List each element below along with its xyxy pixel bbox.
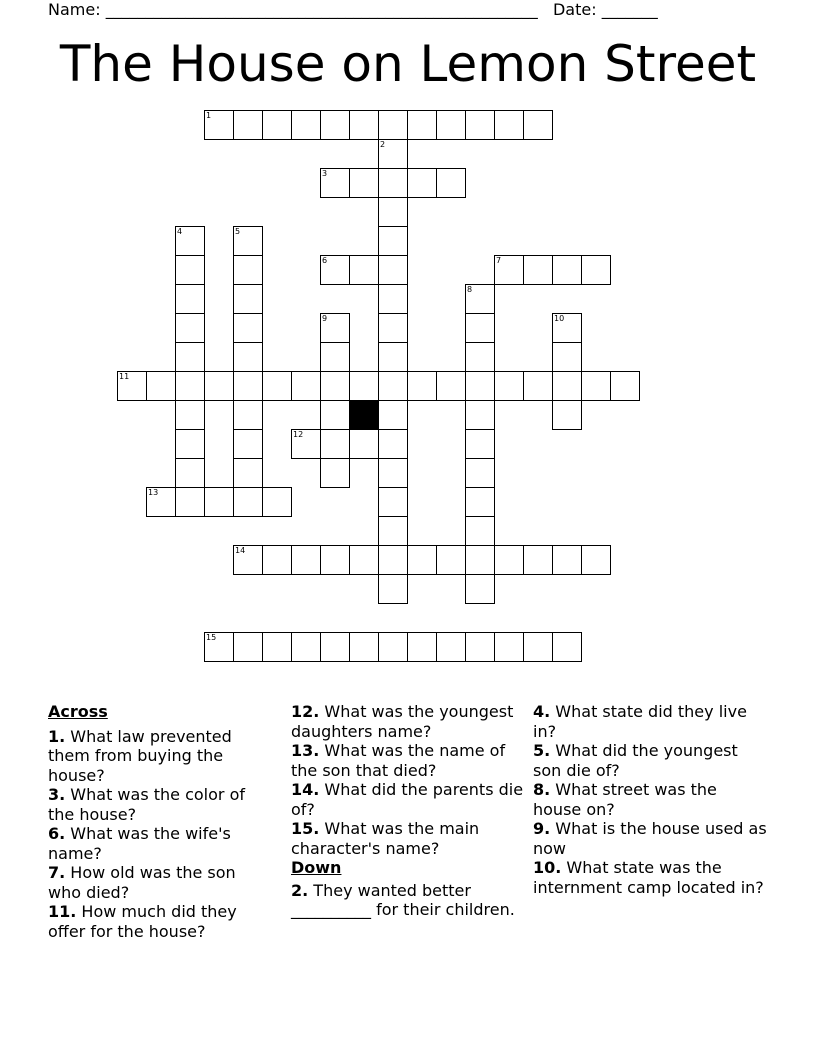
grid-cell[interactable] (552, 632, 582, 662)
cell-number: 2 (380, 140, 386, 149)
name-label: Name: (48, 0, 101, 19)
grid-cell[interactable] (262, 487, 292, 517)
clue-number: 11. (48, 902, 77, 921)
grid-cell[interactable] (465, 487, 495, 517)
clue-number: 12. (291, 702, 320, 721)
grid-cell[interactable] (320, 110, 350, 140)
clues-column-2 (291, 702, 526, 920)
clue-text: What was the name of the son that died? (291, 741, 506, 780)
grid-cell[interactable] (320, 342, 350, 372)
clue-text: What is the house used as now (533, 819, 767, 858)
grid-cell[interactable] (349, 168, 379, 198)
grid-cell[interactable] (552, 342, 582, 372)
grid-cell[interactable] (349, 632, 379, 662)
grid-cell[interactable] (465, 400, 495, 430)
grid-cell[interactable] (465, 574, 495, 604)
grid-cell[interactable] (378, 139, 408, 169)
date-label: Date: (552, 0, 597, 19)
grid-cell[interactable] (465, 371, 495, 401)
grid-cell[interactable] (407, 168, 437, 198)
grid-cell[interactable] (378, 371, 408, 401)
grid-cell[interactable] (378, 255, 408, 285)
page-title: The House on Lemon Street (59, 35, 757, 93)
cell-number: 14 (235, 546, 246, 555)
cell-number: 9 (322, 314, 328, 323)
grid-cell[interactable] (407, 545, 437, 575)
grid-cell[interactable] (552, 313, 582, 343)
clue-item (533, 702, 768, 741)
clue-text: What was the main character's name? (291, 819, 480, 858)
clue-item (48, 863, 273, 902)
grid-cell[interactable] (465, 284, 495, 314)
black-square (349, 400, 379, 430)
grid-cell[interactable] (291, 429, 321, 459)
grid-cell[interactable] (233, 458, 263, 488)
clue-text: What did the youngest son die of? (533, 741, 738, 780)
across-heading: Across (48, 702, 108, 721)
grid-cell[interactable] (523, 255, 553, 285)
grid-cell[interactable] (523, 110, 553, 140)
clue-number: 15. (291, 819, 320, 838)
grid-cell[interactable] (233, 313, 263, 343)
grid-cell[interactable] (581, 371, 611, 401)
grid-cell[interactable] (175, 313, 205, 343)
clue-item (48, 824, 273, 863)
grid-cell[interactable] (233, 429, 263, 459)
grid-cell[interactable] (494, 545, 524, 575)
grid-cell[interactable] (320, 458, 350, 488)
grid-cell[interactable] (233, 226, 263, 256)
grid-cell[interactable] (262, 371, 292, 401)
clue-item (291, 702, 526, 741)
grid-cell[interactable] (436, 371, 466, 401)
grid-cell[interactable] (320, 313, 350, 343)
across-clue-list-cont (291, 702, 526, 858)
clue-item (48, 902, 273, 941)
grid-cell[interactable] (378, 400, 408, 430)
grid-cell[interactable] (233, 255, 263, 285)
grid-cell[interactable] (175, 371, 205, 401)
cell-number: 7 (496, 256, 502, 265)
grid-cell[interactable] (233, 371, 263, 401)
grid-cell[interactable] (146, 371, 176, 401)
grid-cell[interactable] (320, 545, 350, 575)
clue-number: 10. (533, 858, 562, 877)
grid-cell[interactable] (233, 632, 263, 662)
grid-cell[interactable] (175, 487, 205, 517)
grid-cell[interactable] (291, 545, 321, 575)
grid-cell[interactable] (378, 429, 408, 459)
grid-cell[interactable] (233, 487, 263, 517)
clue-text: How much did they offer for the house? (48, 902, 237, 941)
grid-cell[interactable] (436, 168, 466, 198)
clue-item (533, 858, 768, 897)
grid-cell[interactable] (320, 632, 350, 662)
grid-cell[interactable] (494, 632, 524, 662)
clue-number: 7. (48, 863, 66, 882)
down-clue-list (291, 881, 526, 920)
grid-cell[interactable] (494, 110, 524, 140)
grid-cell[interactable] (494, 255, 524, 285)
clue-number: 2. (291, 880, 309, 900)
grid-cell[interactable] (262, 632, 292, 662)
clue-text: What state was the internment camp located in? (533, 858, 764, 897)
grid-cell[interactable] (175, 400, 205, 430)
grid-cell[interactable] (175, 284, 205, 314)
grid-cell[interactable] (436, 545, 466, 575)
grid-cell[interactable] (349, 255, 379, 285)
grid-cell[interactable] (523, 371, 553, 401)
grid-cell[interactable] (233, 284, 263, 314)
cell-number: 13 (148, 488, 159, 497)
clue-item (48, 727, 273, 786)
clue-number: 9. (533, 819, 551, 838)
clue-item (291, 741, 526, 780)
grid-cell[interactable] (320, 400, 350, 430)
clue-item (533, 780, 768, 819)
grid-cell[interactable] (552, 400, 582, 430)
grid-cell[interactable] (465, 516, 495, 546)
grid-cell[interactable] (378, 197, 408, 227)
grid-cell[interactable] (262, 110, 292, 140)
grid-cell[interactable] (465, 313, 495, 343)
grid-cell[interactable] (320, 168, 350, 198)
cell-number: 4 (177, 227, 183, 236)
grid-cell[interactable] (378, 110, 408, 140)
clue-item (533, 819, 768, 858)
grid-cell[interactable] (581, 255, 611, 285)
cell-number: 12 (293, 430, 304, 439)
grid-cell[interactable] (378, 487, 408, 517)
grid-cell[interactable] (378, 516, 408, 546)
cell-number: 3 (322, 169, 328, 178)
down-heading: Down (291, 858, 342, 877)
down-clue-list-cont (533, 702, 768, 897)
grid-cell[interactable] (262, 545, 292, 575)
grid-cell[interactable] (320, 429, 350, 459)
grid-cell[interactable] (291, 371, 321, 401)
clue-number: 8. (533, 780, 551, 799)
clue-text: What was the youngest daughters name? (291, 702, 514, 741)
grid-cell[interactable] (552, 255, 582, 285)
grid-cell[interactable] (378, 313, 408, 343)
clue-number: 5. (533, 741, 551, 760)
grid-cell[interactable] (204, 632, 234, 662)
grid-cell[interactable] (291, 110, 321, 140)
cell-number: 11 (119, 372, 130, 381)
grid-cell[interactable] (349, 371, 379, 401)
clue-item (291, 881, 526, 920)
clues-column-1 (48, 702, 273, 941)
grid-cell[interactable] (378, 632, 408, 662)
grid-cell[interactable] (465, 458, 495, 488)
grid-cell[interactable] (465, 429, 495, 459)
grid-cell[interactable] (233, 342, 263, 372)
grid-cell[interactable] (320, 371, 350, 401)
grid-cell[interactable] (610, 371, 640, 401)
name-blank[interactable]: ______________________________________________________ (105, 0, 538, 19)
grid-cell[interactable] (523, 545, 553, 575)
grid-cell[interactable] (233, 545, 263, 575)
cell-number: 8 (467, 285, 473, 294)
grid-cell[interactable] (378, 342, 408, 372)
clue-text: What street was the house on? (533, 780, 717, 819)
grid-cell[interactable] (436, 110, 466, 140)
cell-number: 10 (554, 314, 565, 323)
grid-cell[interactable] (175, 226, 205, 256)
grid-cell[interactable] (349, 110, 379, 140)
clue-number: 4. (533, 702, 551, 721)
grid-cell[interactable] (552, 545, 582, 575)
grid-cell[interactable] (407, 110, 437, 140)
clue-item (291, 819, 526, 858)
grid-cell[interactable] (291, 632, 321, 662)
grid-cell[interactable] (465, 545, 495, 575)
date-blank[interactable]: _______ (601, 0, 658, 19)
clue-item (48, 785, 273, 824)
clues-column-3 (533, 702, 768, 897)
grid-cell[interactable] (378, 545, 408, 575)
clue-item (533, 741, 768, 780)
grid-cell[interactable] (407, 371, 437, 401)
grid-cell[interactable] (175, 429, 205, 459)
grid-cell[interactable] (204, 371, 234, 401)
across-clue-list (48, 727, 273, 942)
clue-text: What was the color of the house? (48, 785, 245, 824)
grid-cell[interactable] (320, 255, 350, 285)
grid-cell[interactable] (175, 342, 205, 372)
grid-cell[interactable] (465, 632, 495, 662)
grid-cell[interactable] (494, 371, 524, 401)
grid-cell[interactable] (407, 632, 437, 662)
clue-text: What law prevented them from buying the house? (48, 726, 232, 785)
grid-cell[interactable] (204, 110, 234, 140)
grid-cell[interactable] (436, 632, 466, 662)
grid-cell[interactable] (552, 371, 582, 401)
cell-number: 1 (206, 111, 212, 120)
clue-text: What did the parents die of? (291, 780, 524, 819)
grid-cell[interactable] (378, 574, 408, 604)
grid-cell[interactable] (175, 255, 205, 285)
grid-cell[interactable] (233, 110, 263, 140)
grid-cell[interactable] (233, 400, 263, 430)
grid-cell[interactable] (378, 226, 408, 256)
cell-number: 6 (322, 256, 328, 265)
grid-cell[interactable] (581, 545, 611, 575)
clue-number: 1. (48, 726, 66, 746)
clue-text: What state did they live in? (533, 702, 747, 741)
grid-cell[interactable] (378, 458, 408, 488)
grid-cell[interactable] (117, 371, 147, 401)
clue-number: 14. (291, 780, 320, 799)
grid-cell[interactable] (349, 429, 379, 459)
grid-cell[interactable] (349, 545, 379, 575)
grid-cell[interactable] (465, 110, 495, 140)
grid-cell[interactable] (465, 342, 495, 372)
clue-number: 6. (48, 824, 66, 843)
clue-item (291, 780, 526, 819)
grid-cell[interactable] (146, 487, 176, 517)
grid-cell[interactable] (204, 487, 234, 517)
clue-text: How old was the son who died? (48, 863, 236, 902)
grid-cell[interactable] (378, 168, 408, 198)
clue-text: They wanted better __________ for their children. (291, 880, 515, 919)
clue-number: 13. (291, 741, 320, 760)
cell-number: 15 (206, 633, 217, 642)
clue-number: 3. (48, 785, 66, 804)
cell-number: 5 (235, 227, 241, 236)
clue-text: What was the wife's name? (48, 824, 231, 863)
grid-cell[interactable] (523, 632, 553, 662)
grid-cell[interactable] (175, 458, 205, 488)
grid-cell[interactable] (378, 284, 408, 314)
